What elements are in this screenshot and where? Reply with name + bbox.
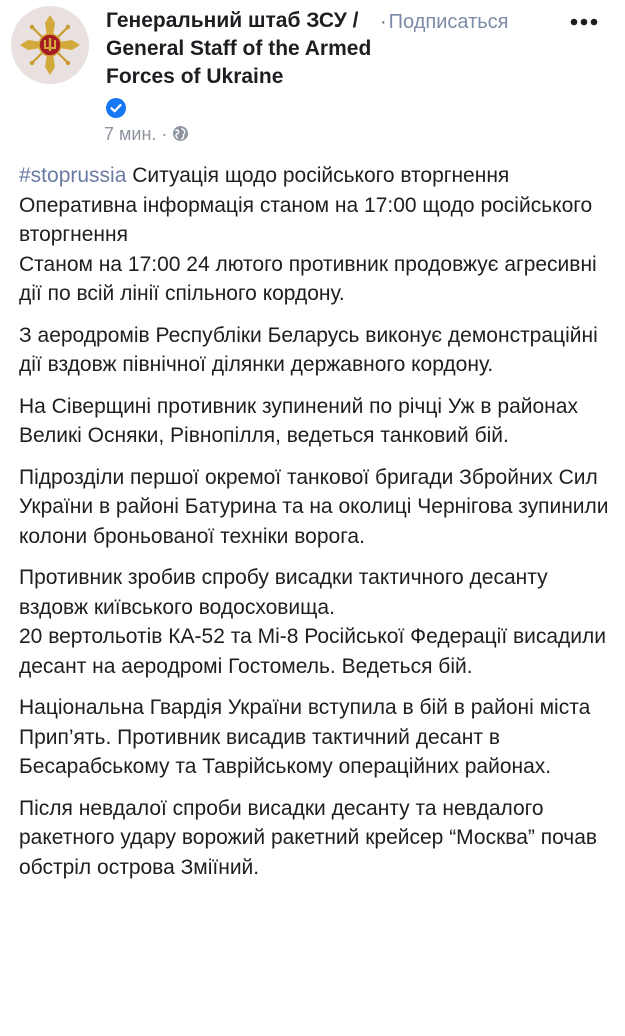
meta-separator: · xyxy=(161,124,168,144)
post-header xyxy=(0,0,625,150)
page-avatar[interactable] xyxy=(11,6,89,84)
hashtag-link[interactable]: #stoprussia xyxy=(19,164,127,187)
post-paragraph-4: Підрозділи першої окремої танкової бригади Збройних Сил України в районі Батурина та на околиці Чернігова зупинили колони броньованої техніки ворога. xyxy=(19,465,609,548)
post-meta xyxy=(104,122,189,146)
more-dots-icon[interactable] xyxy=(566,9,602,35)
subscribe-separator: · xyxy=(380,11,387,33)
subscribe-button[interactable] xyxy=(380,9,509,35)
page-name[interactable]: Генеральний штаб ЗСУ / General Staff of the Armed Forces of Ukraine xyxy=(106,9,372,88)
post-paragraph-3: На Сіверщині противник зупинений по річці Уж в районах Великі Осняки, Рівнопілля, ведеться танковий бій. xyxy=(19,394,578,447)
general-staff-emblem-icon xyxy=(11,6,89,84)
post-paragraph-2: З аеродромів Республіки Беларусь виконує демонстраційні дії вздовж північної ділянки державного кордону. xyxy=(19,323,598,376)
post-paragraph-5: Противник зробив спробу висадки тактичного десанту вздовж київського водосховища. 20 вертольотів КА-52 та Мі-8 Російської Федерації висадили десант на аеродромі Гостомель. Ведеться бій. xyxy=(19,566,607,678)
subscribe-label: Подписаться xyxy=(388,11,509,33)
post-paragraph-1 xyxy=(19,161,619,309)
post-body xyxy=(19,161,619,894)
verified-badge-icon xyxy=(106,98,126,118)
globe-icon[interactable] xyxy=(172,125,189,142)
post-paragraph-1-text: Ситуація щодо російського вторгнення Оперативна інформація станом на 17:00 щодо російського вторгнення Станом на 17:00 24 лютого противник продовжує агресивні дії по всій лінії спільного кордону. xyxy=(19,164,597,305)
post-timestamp[interactable]: 7 мин. xyxy=(104,124,157,144)
post-paragraph-7: Після невдалої спроби висадки десанту та невдалого ракетного удару ворожий ракетний крейсер “Москва” почав обстріл острова Зміїний. xyxy=(19,796,598,879)
post-paragraph-6: Національна Гвардія України вступила в бій в районі міста Прип’ять. Противник висадив тактичний десант в Бесарабському та Таврійському операційних районах. xyxy=(19,696,591,778)
